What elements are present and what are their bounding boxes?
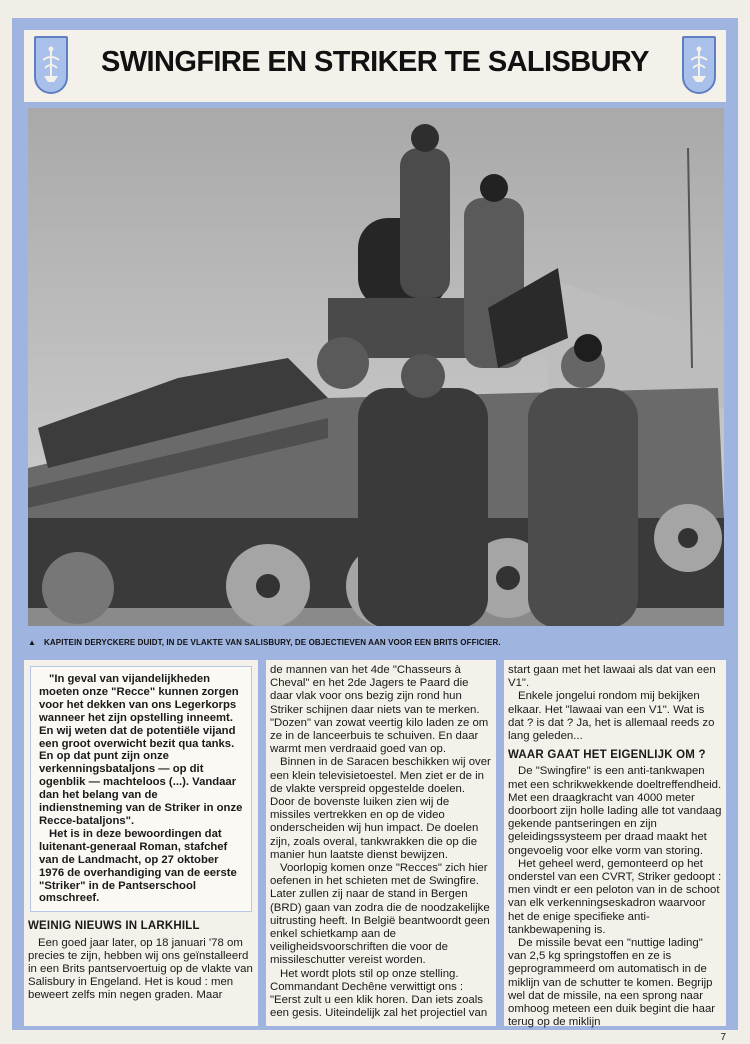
section-heading: WAAR GAAT HET EIGENLIJK OM ? (508, 749, 706, 762)
unit-crest-icon (682, 36, 716, 94)
section-heading: WEINIG NIEUWS IN LARKHILL (28, 920, 200, 933)
photo-caption-text: KAPITEIN DERYCKERE DUIDT, IN DE VLAKTE VAN SALISBURY, DE OBJECTIEVEN AAN VOOR EEN BRITS OFFICIER. (44, 638, 501, 647)
quote-paragraph: "In geval van vijandelijkheden moeten onze "Recce" kunnen zorgen voor het dekken van ons Legerkorps wanneer het zijn opstelling inneemt. En wij weten dat de potentiële vijand een groot overwicht bezit qua tanks. En op dat punt zijn onze verkenningsbataljons — op dit ogenblik — machteloos (...). Vandaar dan het belang van de indienstneming van de Striker in onze Recce-bataljons". (39, 673, 243, 827)
caption-marker-icon: ▲ (28, 638, 37, 647)
pull-quote-box (30, 666, 252, 912)
body-paragraph: Voorlopig komen onze "Recces" zich hier oefenen in het schieten met de Swingfire. Later zullen zij naar de stand in Bergen (BRD) gaan van zodra die de noodzakelijke uitrusting heeft. In België beantwoordt geen enkel schietkamp aan de veiligheidsvoorschriften die voor de missileschutter vereist worden. (270, 862, 490, 967)
body-paragraph: Het geheel werd, gemonteerd op het onderstel van een CVRT, Striker gedoopt : men vindt er een peloton van in de schoot van elk verkenningseskadron waarvoor het de enige specifieke anti-tankbewapening is. (508, 857, 722, 936)
column-2 (266, 660, 496, 1026)
body-paragraph: Binnen in de Saracen beschikken wij over een klein televisietoestel. Men ziet er de in de vlakte verspreid opgestelde doelen. Door de bovenste luiken zien wij de missiles vertrekken en op de video onderscheiden wij hun impact. De doelen zijn, zoals overal, tankwrakken die op die manier hun laatste dienst bewijzen. (270, 756, 491, 861)
body-paragraph: De missile bevat een "nuttige lading" van 2,5 kg springstoffen en ze is geprogrammeerd om automatisch in de miklijn van de schutter te komen. Begrijp wel dat de missile, na een sprong naar omhoog meteen een duik begint die haar terug op de miklijn (508, 937, 716, 1029)
photo-striker-vehicle (28, 108, 724, 626)
page-number: 7 (720, 1032, 726, 1043)
unit-crest-icon (34, 36, 68, 94)
body-paragraph: De "Swingfire" is een anti-tankwapen met een schrikwekkende doeltreffendheid. Met een draagkracht van 4000 meter doorboort zijn holle lading alle tot vandaag gekende pantseringen en zijn geleidingssysteem per draad maakt het ongevoelig voor elke vorm van storing. (508, 765, 722, 857)
body-paragraph: de mannen van het 4de "Chasseurs à Cheval" en het 2de Jagers te Paard die daar vlak voor ons bezig zijn rond hun Striker schijnen daar niets van te merken. "Dozen" van zowat veertig kilo laden ze om ze in de lanceerbuis te schuiven. En daar warmt men verdraaid goed van op. (270, 664, 489, 756)
column-1 (24, 660, 258, 1026)
body-paragraph: Het wordt plots stil op onze stelling. Commandant Dechêne verwittigt ons : "Eerst zult u een klik horen. Dan iets zoals een gesis. Uiteindelijk zal het projectiel van (270, 967, 488, 1020)
body-paragraph: start gaan met het lawaai als dat van een V1". (508, 664, 716, 690)
article-title: SWINGFIRE EN STRIKER TE SALISBURY (101, 46, 649, 78)
body-paragraph: Een goed jaar later, op 18 januari '78 om precies te zijn, hebben wij ons geïnstalleerd in een Brits pantservoertuig op de vlakte van Salisbury in Engeland. Het is koud : men beweert zelfs min negen graden. Maar (28, 936, 253, 1002)
photo-caption (28, 638, 728, 647)
body-paragraph: Enkele jongelui rondom mij bekijken elkaar. Het "lawaai van een V1". Wat is dat ? is dat ? Ja, het is allemaal reeds zo lang geleden... (508, 690, 715, 743)
column-3 (504, 660, 726, 1029)
quote-paragraph: Het is in deze bewoordingen dat luitenant-generaal Roman, stafchef van de Landmacht, op 27 oktober 1976 de overhandiging van de eerste "Striker" in de Pantserschool omschreef. (39, 827, 237, 905)
title-banner (24, 30, 726, 102)
